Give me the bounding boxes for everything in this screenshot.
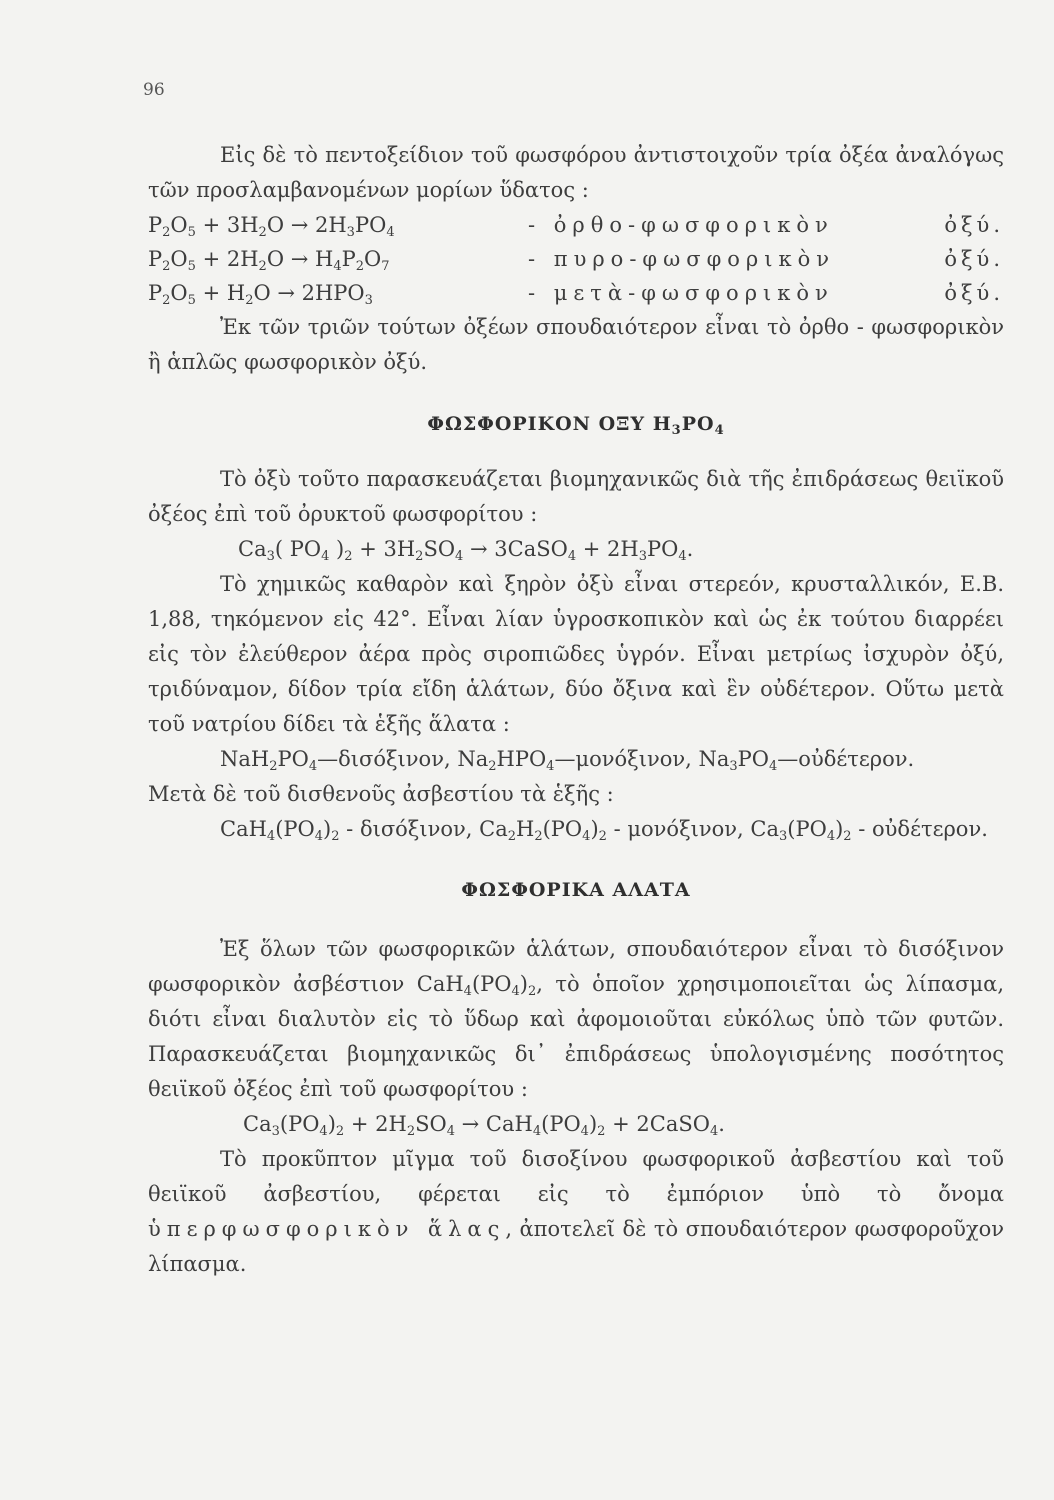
reaction-acid-name: - ὀρθο-φωσφορικὸν [528,213,834,237]
reaction-row [148,242,1004,276]
summary-paragraph: Ἐκ τῶν τριῶν τούτων ὀξέων σπουδαιότερον εἶναι τὸ ὀρθο - φωσφορικὸν ἢ ἁπλῶς φωσφορικὸν ὀξύ. [148,315,1004,374]
superphosphate-equation: $Ca_3(PO_4)_2 + 2H_2SO_4 \to CaH_4(PO_4)_2$ + 2CaSO$_4$. [243,1112,725,1139]
calcium-intro-paragraph: Μετὰ δὲ τοῦ δισθενοῦς ἀσβεστίου τὰ ἑξῆς : [148,782,614,806]
page-content [148,138,1004,1282]
section-heading-phosphate-salts: ΦΩΣΦΟΡΙΚΑ ΑΛΑΤΑ [461,879,691,901]
reaction-row [148,208,1004,242]
section-heading-phosphoric-acid: ΦΩΣΦΟΡΙΚΟΝ ΟΞΥ $H_3PO_4$ [427,413,725,438]
calcium-salts-line: $CaH_4(PO_4)_2$ - δισόξινον, $Ca_2H_2(PO_4)_2$ - μονόξινον, $Ca_3(PO_4)_2$ - οὐδέτερον. [220,817,988,844]
reaction-formula: $P_2O_5 + H_2O \to 2HPO_3$ [148,281,373,308]
reaction-acid-name: - μετὰ-φωσφορικὸν [528,281,834,305]
reaction-acid-word: ὀξύ. [944,247,1004,271]
preparation-equation: $Ca_3$( $PO_4$ )$_2 + 3H_2SO_4$ → 3CaSO$_4$ + $2H_3PO_4$. [238,537,694,564]
page-number: 96 [143,80,165,100]
properties-paragraph: Τὸ χημικῶς καθαρὸν καὶ ξηρὸν ὀξὺ εἶναι στερεόν, κρυσταλλικόν, Ε.Β. 1,88, τηκόμενον εἰς 42°. Εἶναι λίαν ὑγροσκοπικὸν καὶ ὡς ἐκ τούτου διαρρέει εἰς τὸν ἐλεύθερον ἀέρα πρὸς σιροπιῶδες ὑγρόν. Εἶναι μετρίως ἰσχυρὸν ὀξύ, τριδύναμον, δίδον τρία εἴδη ἁλάτων, δύο ὄξινα καὶ ἓν οὐδέτερον. Οὕτω μετὰ τοῦ νατρίου δίδει τὰ ἑξῆς ἅλατα : [148,572,1004,736]
reaction-acid-name: - πυρο-φωσφορικὸν [528,247,836,271]
sodium-salts-line: $NaH_2PO_4—\delta\iota\sigma ό\xi\iota\nu o\nu$, $Na_2HPO_4—\mu o\nu ό\xi\iota\nu o\nu$, $Na_3PO_4—oὐ\delta έ\tau\varepsilon\rho o\nu$. [220,747,915,774]
reaction-acid-word: ὀξύ. [944,213,1004,237]
salts-paragraph: Ἐξ ὅλων τῶν φωσφορικῶν ἁλάτων, σπουδαιότερον εἶναι τὸ δισόξινον φωσφορικὸν ἀσβέστιον $CaH_4(PO_4)_2$, τὸ ὁποῖον χρησιμοποιεῖται ὡς λίπασμα, διότι εἶναι διαλυτὸν εἰς τὸ ὕδωρ καὶ ἀφομοιοῦται εὐκόλως ὑπὸ τῶν φυτῶν. Παρασκευάζεται βιομηχανικῶς δι᾽ ἐπιδράσεως ὑπολογισμένης ποσότητος θειϊκοῦ ὀξέος ἐπὶ τοῦ φωσφορίτου : [148,937,1004,1101]
reaction-acid-word: ὀξύ. [944,281,1004,305]
reaction-row [148,276,1004,310]
reaction-formula: $P_2O_5 + 2H_2O \to H_4P_2O_7$ [148,247,390,274]
reaction-formula: $P_2O_5 + 3H_2O \to 2H_3PO_4$ [148,213,395,240]
preparation-paragraph: Τὸ ὀξὺ τοῦτο παρασκευάζεται βιομηχανικῶς διὰ τῆς ἐπιδράσεως θειϊκοῦ ὀξέος ἐπὶ τοῦ ὀρυκτοῦ φωσφορίτου : [148,467,1004,526]
intro-paragraph: Εἰς δὲ τὸ πεντοξείδιον τοῦ φωσφόρου ἀντιστοιχοῦν τρία ὀξέα ἀναλόγως τῶν προσλαμβανομένων μορίων ὕδατος : [148,143,1004,202]
superphosphate-paragraph: Τὸ προκῦπτον μῖγμα τοῦ δισοξίνου φωσφορικοῦ ἀσβεστίου καὶ τοῦ θειϊκοῦ ἀσβεστίου, φέρεται εἰς τὸ ἐμπόριον ὑπὸ τὸ ὄνομα ὑπερφωσφορικὸν ἅλας, ἀποτελεῖ δὲ τὸ σπουδαιότερον φωσφοροῦχον λίπασμα. [148,1147,1004,1276]
reactions-list [148,208,1004,310]
